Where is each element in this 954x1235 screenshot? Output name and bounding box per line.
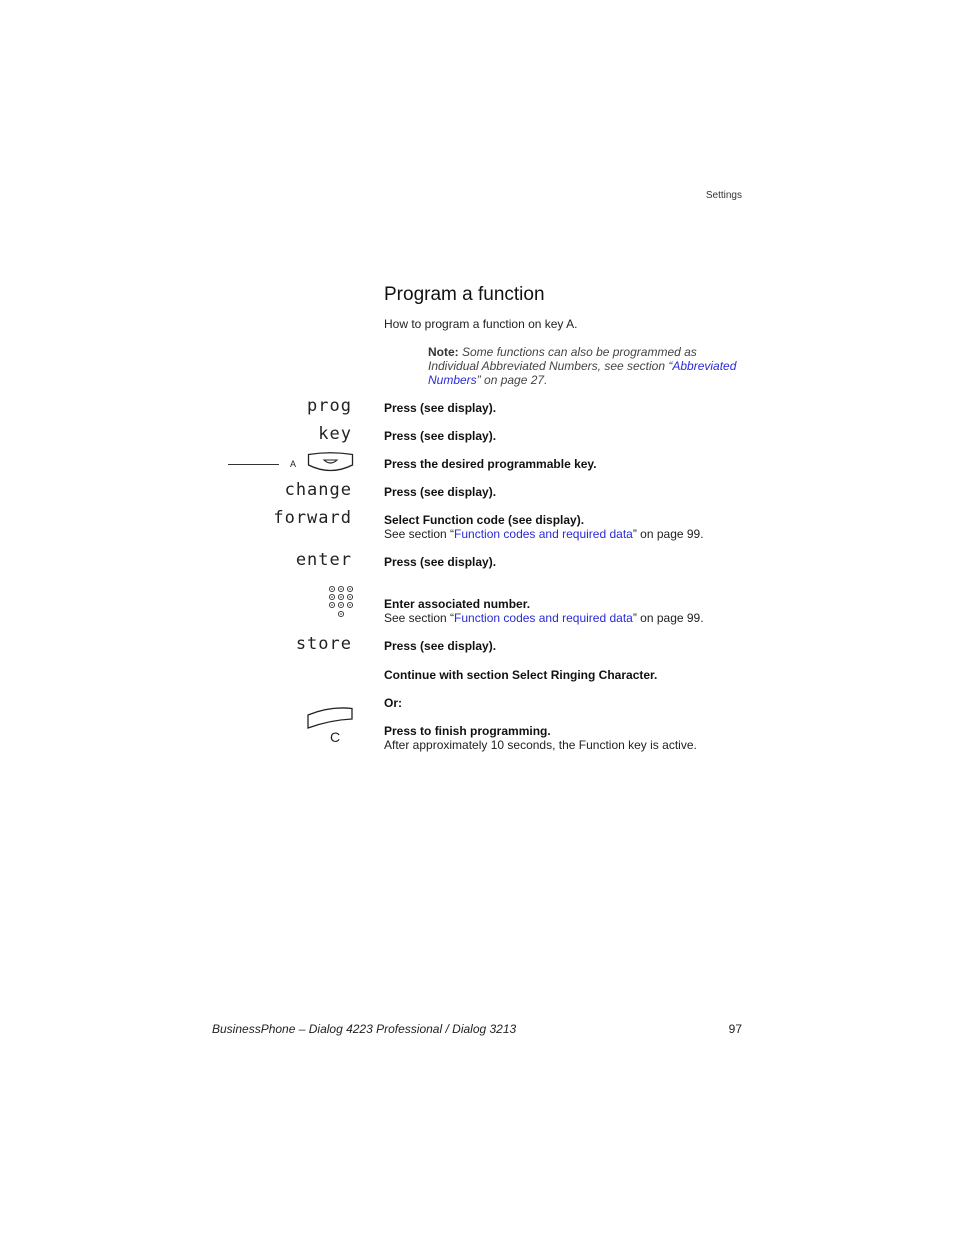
step-change (384, 485, 784, 499)
key-leader-line (228, 464, 279, 465)
display-change[interactable]: change (284, 480, 352, 500)
step-store (384, 639, 784, 653)
display-forward[interactable]: forward (273, 508, 352, 528)
step-sub-before: See section “ (384, 527, 455, 541)
note-text-before: Some functions can also be programmed as Individual Abbreviated Numbers, see section “ (428, 345, 697, 373)
function-codes-link[interactable]: Function codes and required data (454, 611, 633, 625)
note-label: Note: (428, 345, 459, 359)
footer-doc-title: BusinessPhone – Dialog 4223 Professional / Dialog 3213 (212, 1022, 517, 1036)
step-text: Press the desired programmable key. (384, 457, 597, 471)
step-key (384, 429, 784, 443)
programmable-key-icon[interactable] (307, 452, 354, 473)
step-continue (384, 668, 784, 682)
step-enter-number (384, 597, 784, 625)
note-text-after: ” on page 27. (476, 373, 548, 387)
keypad-icon[interactable] (328, 585, 354, 619)
step-text: Press (see display). (384, 555, 497, 569)
function-codes-link[interactable]: Function codes and required data (454, 527, 633, 541)
step-programmable-key (384, 457, 784, 471)
step-text: Press (see display). (384, 485, 497, 499)
step-text: Press (see display). (384, 401, 497, 415)
note-block (428, 345, 748, 387)
step-sub-before: See section “ (384, 611, 455, 625)
step-finish (384, 724, 784, 752)
clear-key-label: C (330, 729, 341, 745)
running-header: Settings (705, 190, 742, 201)
page-title: Program a function (384, 284, 545, 305)
step-forward (384, 513, 784, 541)
intro-text: How to program a function on key A. (384, 317, 578, 331)
step-enter (384, 555, 784, 569)
step-text: Continue with section Select Ringing Character. (384, 668, 658, 682)
page-number: 97 (728, 1022, 742, 1036)
step-text: Press to finish programming. (384, 724, 551, 738)
step-text: Press (see display). (384, 429, 497, 443)
step-text: Enter associated number. (384, 597, 531, 611)
step-sub-after: ” on page 99. (632, 611, 704, 625)
key-a-label: A (290, 459, 297, 469)
clear-key-icon[interactable] (306, 706, 354, 730)
display-enter[interactable]: enter (295, 550, 352, 570)
step-text: Or: (384, 696, 402, 710)
step-sub: After approximately 10 seconds, the Function key is active. (384, 738, 697, 752)
step-sub-after: ” on page 99. (632, 527, 704, 541)
step-prog (384, 401, 784, 415)
step-text: Press (see display). (384, 639, 497, 653)
display-prog[interactable]: prog (307, 396, 352, 416)
display-store[interactable]: store (295, 634, 352, 654)
abbreviated-numbers-link[interactable]: Abbreviated Numbers (428, 359, 737, 387)
display-key[interactable]: key (318, 424, 352, 444)
step-or (384, 696, 784, 710)
step-text: Select Function code (see display). (384, 513, 585, 527)
